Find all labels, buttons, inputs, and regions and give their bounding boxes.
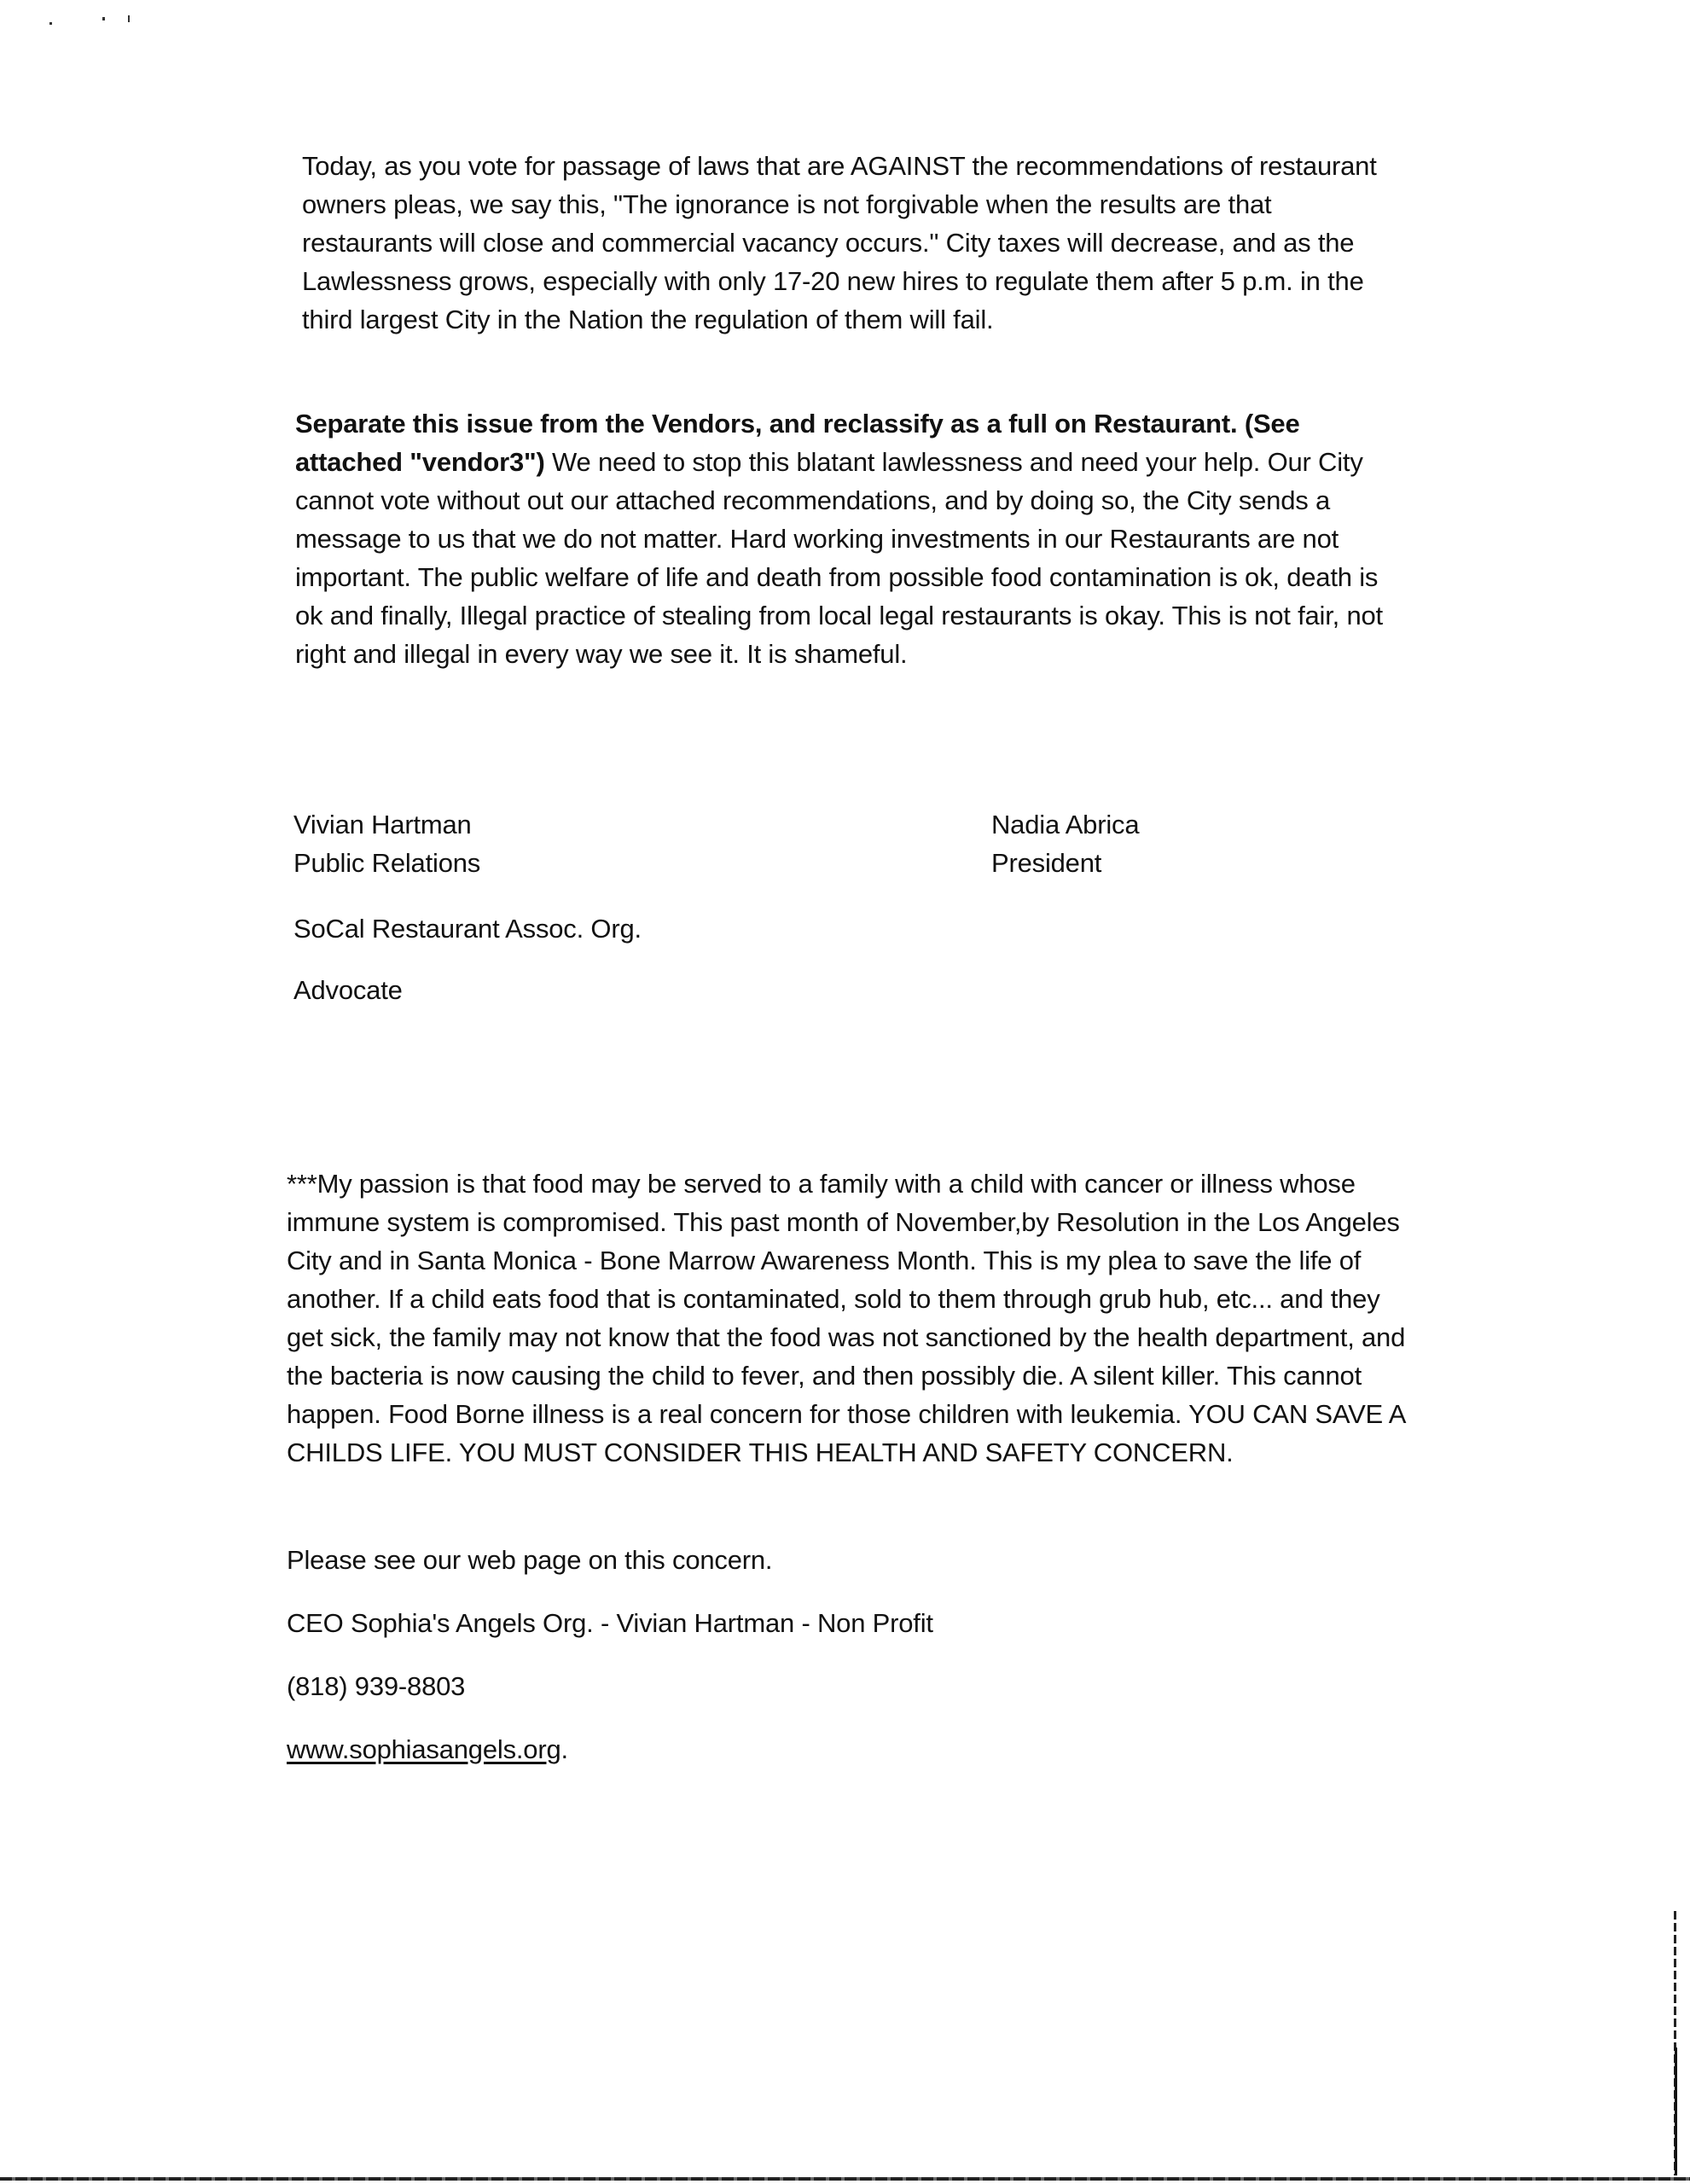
phone-number: (818) 939-8803: [287, 1671, 466, 1701]
signature-block-right: [991, 805, 1418, 882]
signatory-name: Nadia Abrica: [991, 810, 1140, 839]
paragraph-separate-issue-bold: Separate this issue from the Vendors, and reclassify as a full on Restaurant. (See attached "vendor3"): [295, 409, 1300, 477]
organization-name: SoCal Restaurant Assoc. Org.: [293, 914, 642, 944]
scan-edge-bottom: [0, 2177, 1690, 2181]
website-line: [287, 1730, 1413, 1769]
signatory-name: Vivian Hartman: [293, 810, 472, 839]
paragraph-passion: ***My passion is that food may be served to a family with a child with cancer or illness whose immune system is compromised. This past month of November,by Resolution in the Los Angeles City and in Santa Monica - Bone Marrow Awareness Month. This is my plea to save the life of another. If a child eats food that is contaminated, sold to them through grub hub, etc... and they get sick, the family may not know that the food was not sanctioned by the health department, and the bacteria is now causing the child to fever, and then possibly die. A silent killer. This cannot happen. Food Borne illness is a real concern for those children with leukemia. YOU CAN SAVE A CHILDS LIFE. YOU MUST CONSIDER THIS HEALTH AND SAFETY CONCERN.: [287, 1169, 1406, 1467]
paragraph-separate-issue-rest: We need to stop this blatant lawlessness and need your help. Our City cannot vote without out our attached recommendations, and by doing so, the City sends a message to us that we do not matter. Hard working investments in our Restaurants are not important. The public welfare of life and death from possible food contamination is ok, death is ok and finally, Illegal practice of stealing from local legal restaurants is okay. This is not fair, not right and illegal in every way we see it. It is shameful.: [295, 447, 1383, 669]
signatory-title: Public Relations: [293, 848, 481, 878]
web-page-note: Please see our web page on this concern.: [287, 1545, 773, 1575]
scan-speck: [49, 22, 52, 25]
website-trailing-period: .: [560, 1734, 568, 1764]
ceo-line: CEO Sophia's Angels Org. - Vivian Hartman - Non Profit: [287, 1608, 933, 1638]
paragraph-separate-issue: [295, 404, 1396, 673]
paragraph-against-recommendations: Today, as you vote for passage of laws that are AGAINST the recommendations of restaurant owners pleas, we say this, "The ignorance is not forgivable when the results are that restaurants will close and commercial vacancy occurs." City taxes will decrease, and as the Lawlessness grows, especially with only 17-20 new hires to regulate them after 5 p.m. in the third largest City in the Nation the regulation of them will fail.: [302, 151, 1377, 334]
signatory-title: President: [991, 848, 1102, 878]
scan-edge-right: [1675, 2048, 1677, 2175]
role-label: Advocate: [293, 975, 403, 1005]
scan-speck: [102, 17, 105, 20]
signature-block-left: [293, 805, 720, 882]
website-link[interactable]: www.sophiasangels.org: [287, 1734, 561, 1764]
scan-speck: [128, 15, 130, 22]
